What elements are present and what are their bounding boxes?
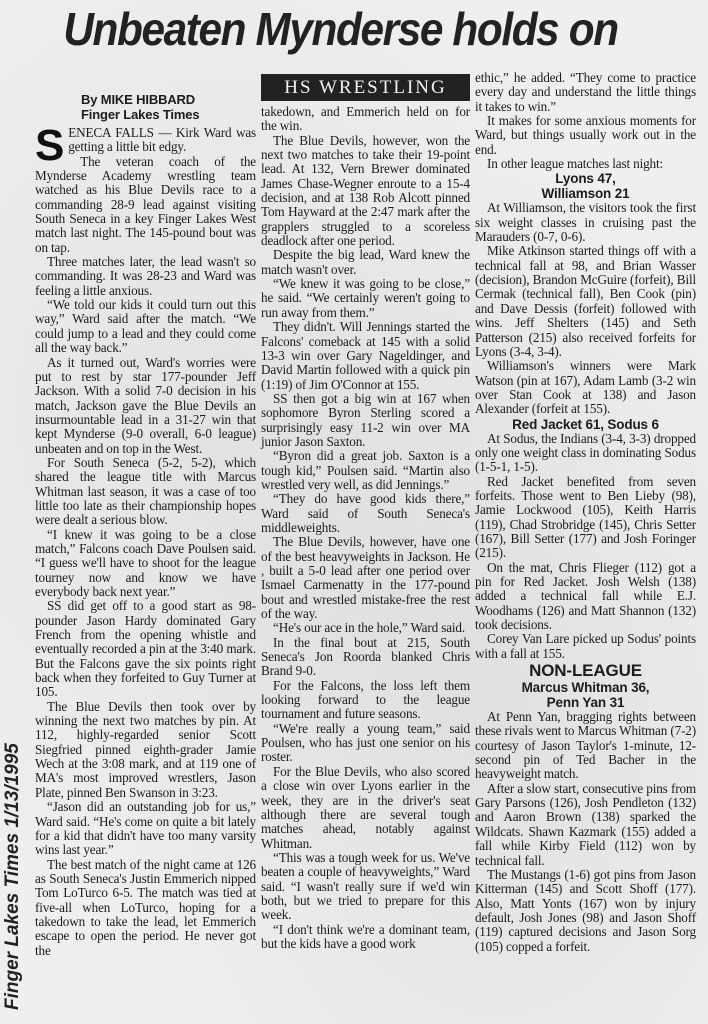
article-column-2 [261, 74, 470, 951]
article-paragraph: Corey Van Lare picked up Sodus' points with a fall at 155. [475, 631, 696, 661]
article-paragraph: It makes for some anxious moments for Ward, but things usually work out in the end. [475, 113, 696, 157]
article-paragraph: The Blue Devils then took over by winning the next two matches by pin. At 112, highly-regarded senior Scott Siegfried pinned eighth-grader Jamie Wech at the 3:08 mark, and at 119 one of MA's most improved wrestlers, Jason Plate, pinned Ben Swanson in 3:23. [35, 698, 256, 800]
lead-text: ENECA FALLS — Kirk Ward was getting a little bit edgy. [68, 125, 256, 155]
article-paragraph: “They do have good kids there,” Ward said of South Seneca's middleweights. [261, 491, 470, 535]
section-subhead: NON-LEAGUE [529, 661, 642, 681]
article-paragraph: The Mustangs (1-6) got pins from Jason Kitterman (145) and Scott Shoff (177). Also, Matt Yonts (167) won by injury default, Josh Jones (98) and Jason Shoff (119) captured decisions and Jason Sorg (105) copped a forfeit. [475, 866, 696, 954]
article-paragraph: For the Blue Devils, who also scored a close win over Lyons earlier in the week, they are in the driver's seat although there are several tough matches ahead, notably against Whitman. [261, 763, 470, 851]
article-paragraph: “He's our ace in the hole,” Ward said. [273, 620, 466, 636]
article-paragraph: On the mat, Chris Flieger (112) got a pin for Red Jacket. Josh Welsh (138) added a technical fall while E.J. Woodhams (126) and Matt Shannon (132) took decisions. [475, 559, 696, 633]
article-paragraph: “We're really a young team,” said Poulsen, who has just one senior on his roster. [261, 720, 470, 765]
section-subhead: Red Jacket 61, Sodus 6 [512, 416, 659, 432]
article-paragraph: The Blue Devils, however, have one of the best heavyweights in Jackson. He , built a 5-0 lead after one period over Ismael Carmenatty in the 177-pound bout and wrestled mistake-free the rest of the way. [261, 534, 470, 622]
article-paragraph: “Byron did a great job. Saxton is a tough kid,” Poulsen said. “Martin also wrestled very well, as did Jennings.” [261, 448, 470, 492]
article-paragraph: For the Falcons, the loss left them looking forward to the league tournament and future seasons. [261, 677, 470, 722]
article-paragraph: takedown, and Emmerich held on for the win. [261, 104, 470, 134]
article-paragraph: At Williamson, the visitors took the first six weight classes in cruising past the Marauders (0-7, 0-6). [475, 200, 696, 245]
byline-outlet: Finger Lakes Times [81, 107, 200, 122]
article-paragraph: “We told our kids it could turn out this way,” Ward said after the match. “We could jump to a lead and they could come all the way back.” [35, 297, 256, 356]
byline-author: By MIKE HIBBARD [81, 92, 196, 107]
headline: Unbeaten Mynderse holds on [63, 3, 618, 55]
article-paragraph: The Blue Devils, however, won the next two matches to take their 19-point lead. At 132, Vern Brewer dominated James Chase-Wegner enroute to a 15-4 decision, and at 138 Rob Alcott pinned Tom Hayward at the 2:47 mark after the grapplers struggled to a scoreless deadlock after one period. [261, 132, 470, 249]
article-paragraph: Williamson's winners were Mark Watson (pin at 167), Adam Lamb (3-2 win over Stan Cook at 138) and Jason Alexander (forfeit at 155). [475, 358, 696, 417]
article-column-1 [35, 92, 256, 958]
article-column-3 [475, 71, 696, 954]
article-paragraph [35, 121, 256, 170]
article-paragraph: In other league matches last night: [487, 156, 664, 172]
article-paragraph: “We knew it was going to be close,” he said. “We certainly weren't going to run away from them.” [261, 276, 470, 320]
article-paragraph: After a slow start, consecutive pins from Gary Parsons (126), Josh Pendleton (132) and Aaron Brown (138) sparked the Wildcats. Shawn Kazmark (155) added a fall while Kirby Field (112) won by technical fall. [475, 780, 696, 868]
drop-cap: S [35, 121, 65, 170]
section-subhead: Penn Yan 31 [546, 695, 625, 711]
article-paragraph: For South Seneca (5-2, 5-2), which shared the league title with Marcus Whitman last season, it was a case of too little too late as their championship hopes were dealt a serious blow. [35, 454, 256, 528]
article-paragraph: The veteran coach of the Mynderse Academy wrestling team watched as his Blue Devils race to a commanding 28-9 lead against visiting South Seneca in a key Finger Lakes West match last night. The 145-pound bout was on tap. [35, 153, 256, 255]
article-paragraph: Despite the big lead, Ward knew the match wasn't over. [261, 247, 470, 277]
article-paragraph: As it turned out, Ward's worries were put to rest by star 177-pounder Jeff Jackson. With a solid 7-0 decision in his match, Jackson gave the Blue Devils an insurmountable lead in a 31-27 win that kept Mynderse (9-0 overall, 6-0 league) unbeaten and on top in the West. [35, 354, 256, 456]
article-paragraph: ethic,” he added. “They come to practice every day and understand the little things it takes to win.” [475, 70, 696, 114]
article-paragraph: SS then got a big win at 167 when sophomore Byron Sterling scored a surprisingly easy 11-2 win over MA junior Jason Saxton. [261, 390, 470, 449]
article-paragraph: SS did get off to a good start as 98-pounder Jason Hardy dominated Gary French from the opening whistle and eventually recorded a pin at the 3:40 mark. But the Falcons gave the six points right back when they forfeited to Guy Turner at 105. [35, 598, 256, 700]
article-paragraph: At Penn Yan, bragging rights between these rivals went to Marcus Whitman (7-2) courtesy of Jason Taylor's 1-minute, 12-second pin of Ted Bacher in the heavyweight match. [475, 709, 696, 782]
article-paragraph: In the final bout at 215, South Seneca's Jon Roorda blanked Chris Brand 9-0. [261, 634, 470, 679]
section-subhead: Marcus Whitman 36, [521, 680, 650, 696]
article-paragraph: They didn't. Will Jennings started the Falcons' comeback at 145 with a solid 13-3 win over Gary Nageldinger, and David Martin followed with a quick pin (1:19) of Jim O'Connor at 155. [261, 319, 470, 392]
article-paragraph: Mike Atkinson started things off with a technical fall at 98, and Brian Wasser (decision), Brandon McGuire (forfeit), Bill Cermak (technical fall), Ben Cook (pin) and Dave Dessis (forfeit) followed with wins. Jeff Shelters (145) and Seth Patterson (215) also received forfeits for Lyons (3-4, 3-4). [475, 243, 696, 359]
article-paragraph: At Sodus, the Indians (3-4, 3-3) dropped only one weight class in dominating Sodus (1-5-1, 1-5). [475, 430, 696, 475]
section-kicker: HS WRESTLING [261, 74, 470, 101]
article-paragraph: “I knew it was going to be a close match,” Falcons coach Dave Poulsen said. “I guess we'll have to shoot for the league tourney now and know we have everybody back next year.” [35, 526, 256, 599]
source-date-caption: Finger Lakes Times 1/13/1995 [2, 743, 23, 1010]
article-paragraph: The best match of the night came at 126 as South Seneca's Justin Emmerich nipped Tom LoTurco 6-5. The match was tied at five-all when LoTurco, hoping for a takedown to take the lead, let Emmerich escape to open the period. He never got the [35, 856, 256, 958]
byline [35, 92, 256, 122]
article-paragraph: Red Jacket benefited from seven forfeits. Those went to Ben Lieby (98), Jamie Lockwood (105), Keith Harris (119), Chad Strobridge (145), Chris Setter (167), Bill Setter (177) and Josh Foringer (215). [475, 473, 696, 561]
section-subhead: Williamson 21 [541, 186, 630, 202]
article-paragraph: Three matches later, the lead wasn't so commanding. It was 28-23 and Ward was feeling a little anxious. [35, 254, 256, 298]
article-paragraph: “Jason did an outstanding job for us,” Ward said. “He's come on quite a bit lately for a kid that didn't have too many varsity wins last year.” [35, 799, 256, 858]
section-subhead: Lyons 47, [555, 171, 616, 187]
article-paragraph: “This was a tough week for us. We've beaten a couple of heavyweights,” Ward said. “I wasn't really sure if we'd win both, but we tried to prepare for this week. [261, 849, 470, 923]
article-paragraph: “I don't think we're a dominant team, but the kids have a good work [261, 921, 470, 951]
